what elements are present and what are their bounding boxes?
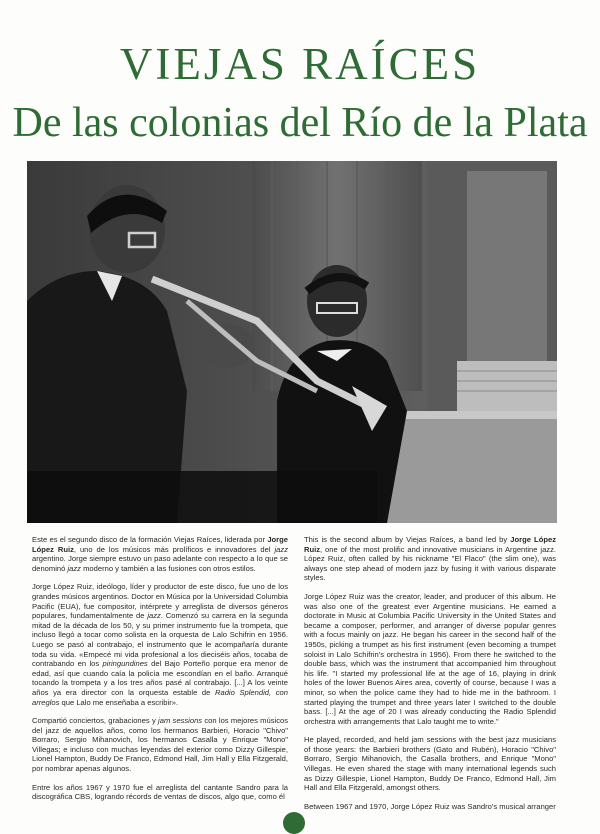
- spanish-column: [32, 535, 288, 811]
- paragraph: Jorge López Ruiz was the creator, leader, and producer of this album. He was also one of the greatest ever Argentine musicians. He earned a doctorate in Music at Columbia Pacific University in the United States and became a composer, performer, and arranger of diverse popular genres with a focus mainly on jazz. He began his career in the second half of the 1950s, picking a trumpet as his first instrument (even becoming a trumpet soloist in Lalo Schifrin's orchestra in 1956). From there he switched to the double bass, which was the instrument that accompanied him throughout his life. "I started my professional life at the age of 16, playing in drink holes of the lower Buenos Aires area, covertly of course, because I was a minor, so when the police came they had to hide me in the bathroom. I started playing the trumpet and three years later I switched to the double bass. [...] At the age of 20 I was already conducting the Radio Splendid orchestra with arrangements that Lalo taught me to write.": [304, 591, 556, 726]
- paragraph: He played, recorded, and held jam sessions with the best jazz musicians of those years: the Barbieri brothers (Gato and Rubén), Horacio "Chivo" Borraro, Sergio Mihanovich, the Casalla brothers, and Enrique "Mono" Villegas. He even shared the stage with many international legends such as Dizzy Gillespie, Lionel Hampton, Buddy De Franco, Edmond Hall, Jim Hall and Ella Fitzgerald, amongst others.: [304, 735, 556, 793]
- photograph: [27, 161, 557, 523]
- photo-illustration: [27, 161, 557, 523]
- paragraph: Este es el segundo disco de la formación Viejas Raíces, liderada por Jorge López Ruiz, uno de los músicos más prolíficos e innovadores del jazz argentino. Jorge siempre estuvo un paso adelante con respecto a lo que se denominó jazz moderno y también a las fusiones con otros estilos.: [32, 535, 289, 573]
- page-number-badge: [283, 812, 305, 834]
- paragraph: Jorge López Ruiz, ideólogo, líder y productor de este disco, fue uno de los grandes músicos argentinos. Doctor en Música por la Universidad Columbia Pacific (EUA), fue compositor, intérprete y arreglista de diversos géneros populares, fundamentalmente de jazz. Comenzó su carrera en la segunda mitad de la década de los 50, y su primer instrumento fue la trompeta, que incluso llegó a tocar como solista en la orquesta de Lalo Schifrin en 1956. Luego se pasó al contrabajo, el instrumento que le acompañaría durante toda su vida. «Empecé mi vida profesional a los dieciséis años, tocaba de contrabando en los piringundines del Bajo Porteño porque era menor de edad, así que cuando caía la policía me escondían en el baño. Arranqué tocando la trompeta y a los tres años pasé al contrabajo. [...] A los veinte años ya era director con la orquesta estable de Radio Splendid, con arreglos que Lalo me enseñaba a escribir».: [32, 582, 288, 707]
- english-column: [304, 535, 556, 820]
- page-title: VIEJAS RAÍCES: [119, 39, 481, 89]
- page-subtitle: De las colonias del Río de la Plata: [12, 100, 588, 146]
- paragraph: Between 1967 and 1970, Jorge López Ruiz was Sandro's musical arranger: [304, 801, 556, 811]
- paragraph: Entre los años 1967 y 1970 fue el arreglista del cantante Sandro para la discográfica CBS, logrando récords de ventas de discos, algo que, como él: [32, 782, 288, 802]
- paragraph: Compartió conciertos, grabaciones y jam sessions con los mejores músicos del jazz de aquellos años, como los hermanos Barbieri, Horacio "Chivo" Borraro, Sergio Mihanovich, los hermanos Casalla y Enrique "Mono" Villegas; e incluso con muchas leyendas del exterior como Dizzy Gillespie, Lionel Hampton, Buddy De Franco, Edmond Hall, Jim Hall y Ella Fitzgerald, por nombrar apenas algunos.: [32, 716, 289, 774]
- paragraph: This is the second album by Viejas Raíces, a band led by Jorge López Ruiz, one of the most prolific and innovative musicians in Argentine jazz. López Ruiz, often called by his nickname "El Flaco" (the slim one), was always one step ahead of modern jazz by fusing it with various disparate styles.: [304, 535, 556, 583]
